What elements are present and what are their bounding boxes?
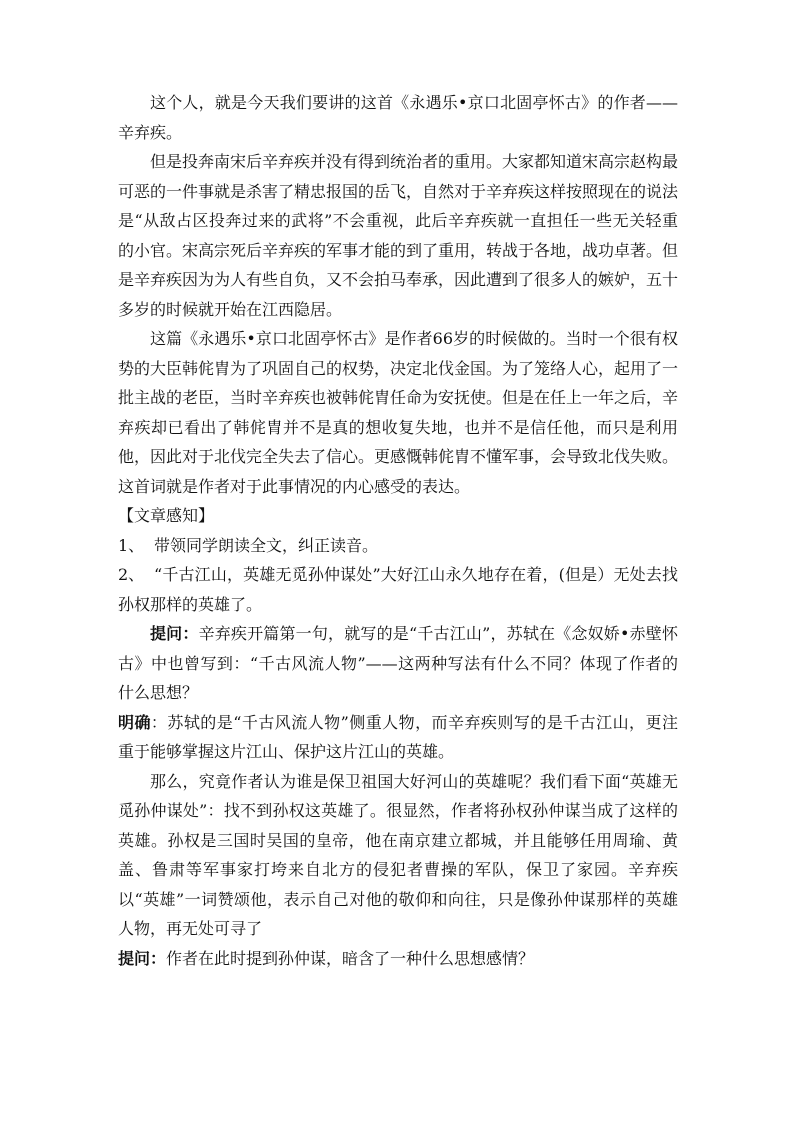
list-number: 2、 (118, 565, 145, 584)
answer-label: 明确 (118, 712, 151, 732)
question-2 (118, 944, 678, 974)
paragraph-southern-song: 但是投奔南宋后辛弃疾并没有得到统治者的重用。大家都知道宋高宗赵构最可恶的一件事就是杀害了精忠报国的岳飞，自然对于辛弃疾这样按照现在的说法是“从敌占区投奔过来的武将”不会重视，此后辛弃疾就一直担任一些无关轻重的小官。宋高宗死后辛弃疾的军事才能的到了重用，转战于各地，战功卓著。但是辛弃疾因为为人有些自负，又不会拍马奉承，因此遭到了很多人的嫉妒，五十多岁的时候就开始在江西隐居。 (118, 152, 679, 319)
question-label: 提问： (118, 948, 167, 968)
question-1 (118, 619, 678, 708)
paragraph-author-intro: 这个人，就是今天我们要讲的这首《永遇乐•京口北固亭怀古》的作者——辛弃疾。 (118, 93, 678, 142)
answer-1 (118, 708, 678, 767)
question-text: 作者在此时提到孙仲谋，暗含了一种什么思想感情？ (166, 948, 535, 968)
paragraph-sun-quan: 那么，究竟作者认为谁是保卫祖国大好河山的英雄呢？我们看下面“英雄无觅孙仲谋处”：找不到孙权这英雄了。很显然，作者将孙权孙仲谋当成了这样的英雄。孙权是三国时吴国的皇帝，他在南京建立都城，并且能够任用周瑜、黄盖、鲁肃等军事家打垮来自北方的侵犯者曹操的军队，保卫了家园。辛弃疾以“英雄”一词赞颂他，表示自己对他的敬仰和向往，只是像孙仲谋那样的英雄人物，再无处可寻了 (118, 771, 678, 938)
list-item-2 (118, 560, 678, 619)
answer-text: ：苏轼的是“千古风流人物”侧重人物，而辛弃疾则写的是千古江山，更注重于能够掌握这片江山、保护这片江山的英雄。 (118, 712, 678, 761)
section-heading: 【文章感知】 (118, 506, 215, 525)
question-label: 提问： (150, 624, 199, 643)
paragraph-poem-background: 这篇《永遇乐•京口北固亭怀古》是作者66岁的时候做的。当时一个很有权势的大臣韩侂胄为了巩固自己的权势，决定北伐金国。为了笼络人心，起用了一批主战的老臣，当时辛弃疾也被韩侂胄任命为安抚使。但是在任上一年之后，辛弃疾却已看出了韩侂胄并不是真的想收复失地，也并不是信任他，而只是利用他，因此对于北伐完全失去了信心。更感慨韩侂胄不懂军事，会导致北伐失败。这首词就是作者对于此事情况的内心感受的表达。 (118, 329, 679, 496)
list-number: 1、 (118, 535, 145, 555)
document-page (118, 88, 678, 973)
list-text: 带领同学朗读全文，纠正读音。 (154, 535, 379, 555)
list-item-1 (118, 531, 678, 561)
question-text: 辛弃疾开篇第一句，就写的是“千古江山”，苏轼在《念奴娇•赤壁怀古》中也曾写到：“千古风流人物”——这两种写法有什么不同？体现了作者的什么思想？ (118, 624, 678, 702)
list-text: “千古江山，英雄无觅孙仲谋处”大好江山永久地存在着，(但是）无处去找孙权那样的英雄了。 (118, 565, 678, 614)
